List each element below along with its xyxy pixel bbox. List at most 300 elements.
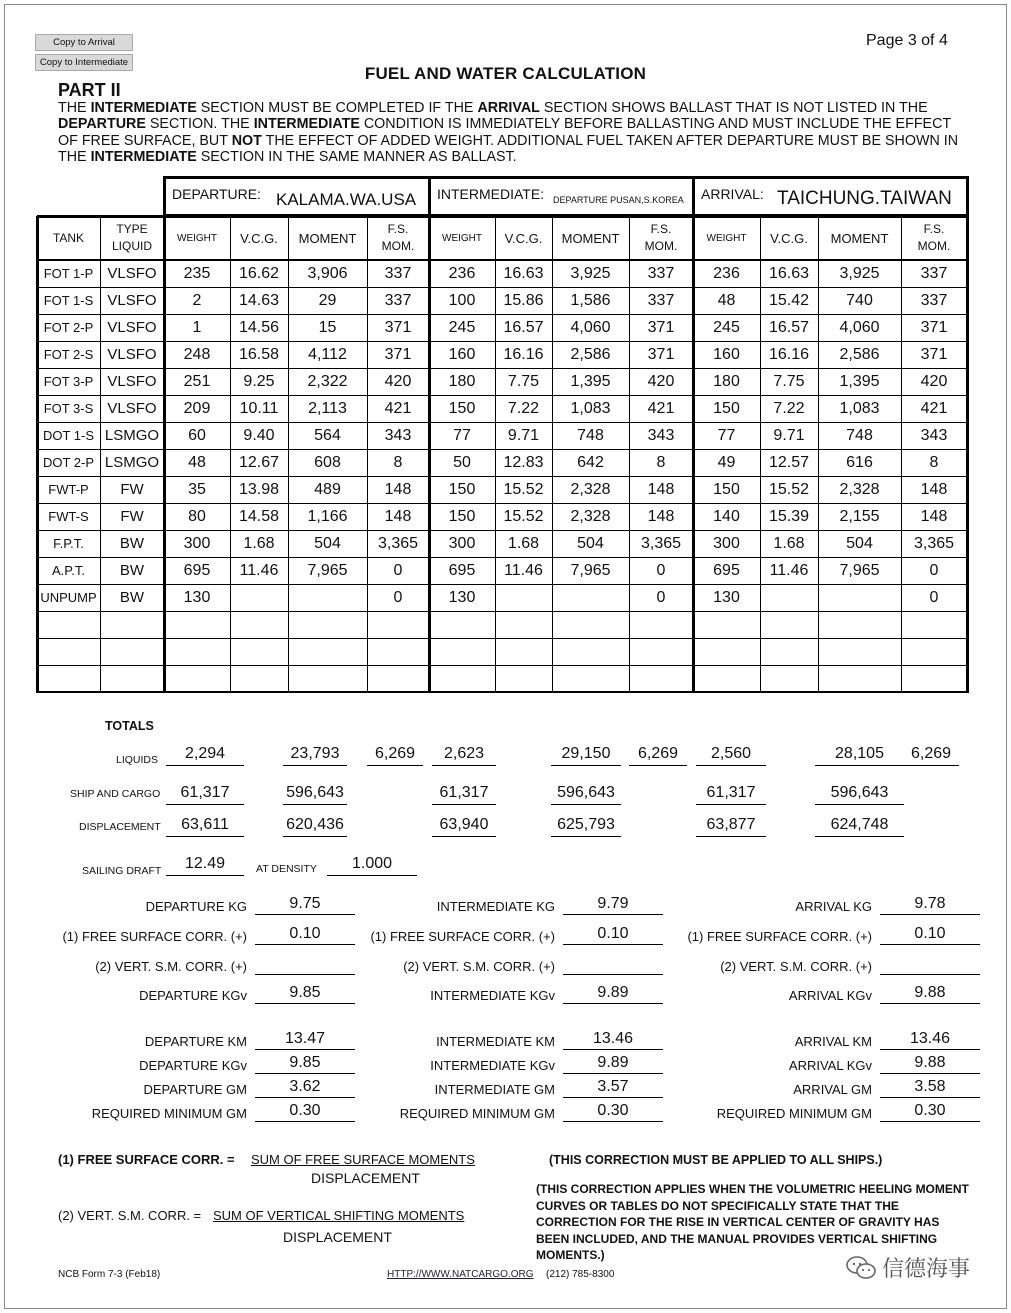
tank-name-cell[interactable]: FOT 1-P xyxy=(43,266,94,281)
arrival-weight-cell[interactable]: 160 xyxy=(713,345,740,363)
arrival-fs-moment-cell[interactable]: 420 xyxy=(920,372,948,390)
intermediate-kgv-value[interactable]: 9.89 xyxy=(563,983,663,1004)
arrival-vcg-cell[interactable] xyxy=(760,611,818,638)
intermediate-vcg-cell[interactable]: 16.63 xyxy=(503,264,544,282)
natcargo-link[interactable]: HTTP://WWW.NATCARGO.ORG xyxy=(387,1269,534,1280)
liquid-type-cell[interactable]: BW xyxy=(119,562,145,579)
liquid-type-cell[interactable]: FW xyxy=(120,481,144,498)
arrival-moment-cell[interactable]: 1,395 xyxy=(839,372,880,390)
arrival-moment-cell[interactable]: 616 xyxy=(846,453,873,471)
arrival-moment-cell[interactable] xyxy=(818,638,901,665)
arrival-vcg-cell[interactable]: 15.42 xyxy=(768,291,810,309)
tank-name-cell[interactable]: FOT 3-P xyxy=(43,374,94,389)
intermediate-moment-cell[interactable]: 2,328 xyxy=(570,507,611,525)
arrival-kgv-value[interactable]: 9.88 xyxy=(880,983,980,1004)
departure-fs-moment-cell[interactable]: 3,365 xyxy=(377,534,419,552)
arrival-ship-cargo-total[interactable]: 596,643 xyxy=(815,783,904,805)
departure-fs-value[interactable]: 0.10 xyxy=(255,924,355,945)
arrival-weight-cell[interactable]: 300 xyxy=(713,534,740,552)
intermediate-place[interactable]: DEPARTURE PUSAN,S.KOREA xyxy=(553,195,684,205)
arrival-moment-cell[interactable]: 748 xyxy=(846,426,873,444)
tank-name-cell[interactable]: UNPUMP xyxy=(40,590,97,605)
departure-weight-cell[interactable]: 251 xyxy=(183,372,211,390)
departure-fs-moment-cell[interactable] xyxy=(367,665,429,692)
arrival-place[interactable]: TAICHUNG.TAIWAN xyxy=(777,188,952,209)
departure-moment-cell[interactable] xyxy=(288,665,367,692)
departure-liquids-total[interactable]: 6,269 xyxy=(367,744,423,766)
liquid-type-cell[interactable]: VLSFO xyxy=(107,292,157,309)
intermediate-liquids-total[interactable]: 6,269 xyxy=(629,744,687,766)
tank-name-cell[interactable]: FOT 1-S xyxy=(43,293,94,308)
departure-weight-cell[interactable]: 235 xyxy=(183,264,211,282)
departure-vcg-cell[interactable]: 14.56 xyxy=(238,318,280,336)
arrival-weight-cell[interactable]: 140 xyxy=(713,507,740,525)
arrival-moment-cell[interactable] xyxy=(818,584,901,611)
intermediate-moment-cell[interactable]: 3,925 xyxy=(570,264,611,282)
departure-fs-moment-cell[interactable]: 0 xyxy=(393,588,403,606)
tank-name-cell[interactable]: FWT-S xyxy=(48,509,89,524)
intermediate-liquids-total[interactable]: 29,150 xyxy=(551,744,621,766)
departure-vcg-cell[interactable]: 9.25 xyxy=(243,372,275,390)
departure-ship-cargo-total[interactable]: 596,643 xyxy=(283,783,347,805)
arrival-weight-cell[interactable]: 130 xyxy=(713,588,740,606)
intermediate-weight-cell[interactable]: 77 xyxy=(453,426,471,444)
departure-vcg-cell[interactable]: 13.98 xyxy=(238,480,280,498)
departure-weight-cell[interactable]: 48 xyxy=(188,453,206,471)
arrival-kgv2-value[interactable]: 9.88 xyxy=(880,1053,980,1074)
departure-kgv-value[interactable]: 9.85 xyxy=(255,983,355,1004)
arrival-moment-cell[interactable]: 2,155 xyxy=(839,507,880,525)
departure-kgv2-value[interactable]: 9.85 xyxy=(255,1053,355,1074)
arrival-vcg-cell[interactable] xyxy=(760,584,818,611)
kgv-label-text: ARRIVAL KGv xyxy=(788,988,872,1003)
arrival-vcg-cell[interactable]: 15.52 xyxy=(768,480,810,498)
liquid-header-line: LIQUID xyxy=(111,239,152,253)
intermediate-moment-cell[interactable]: 2,328 xyxy=(570,480,611,498)
type-liquid-column-header xyxy=(100,216,164,260)
arrival-weight-cell[interactable]: 150 xyxy=(713,480,740,498)
arrival-vcg-cell[interactable]: 16.63 xyxy=(768,264,810,282)
arrival-vcg-cell[interactable]: 1.68 xyxy=(773,534,805,552)
fuel-water-table xyxy=(37,176,967,690)
arrival-kg-value[interactable]: 9.78 xyxy=(880,894,980,915)
density-value[interactable]: 1.000 xyxy=(327,854,417,876)
departure-moment-cell[interactable]: 3,906 xyxy=(307,264,348,282)
departure-fs-moment-cell[interactable]: 337 xyxy=(384,291,412,309)
departure-fs-moment-cell[interactable]: 421 xyxy=(384,399,412,417)
departure-moment-cell[interactable]: 4,112 xyxy=(308,345,347,363)
departure-vcg-cell[interactable] xyxy=(230,584,288,611)
departure-vcg-cell[interactable]: 12.67 xyxy=(238,453,280,471)
arrival-moment-cell[interactable]: 4,060 xyxy=(839,318,880,336)
intermediate-fs-moment-cell[interactable]: 343 xyxy=(647,426,675,444)
intermediate-fs-moment-cell[interactable]: 421 xyxy=(647,399,675,417)
departure-moment-cell[interactable]: 504 xyxy=(314,534,341,552)
intermediate-ship-cargo-total[interactable]: 61,317 xyxy=(432,783,496,805)
intermediate-weight-cell[interactable] xyxy=(429,665,495,692)
tank-column-header: TANK xyxy=(52,230,85,245)
departure-weight-cell[interactable]: 209 xyxy=(183,399,211,417)
departure-kg-value[interactable]: 9.75 xyxy=(255,894,355,915)
intermediate-fs-moment-cell[interactable] xyxy=(629,665,693,692)
departure-moment-cell[interactable] xyxy=(288,611,367,638)
arrival-displacement-total[interactable]: 624,748 xyxy=(815,815,904,837)
arrival-moment-cell[interactable]: 504 xyxy=(846,534,873,552)
liquid-type-cell[interactable]: LSMGO xyxy=(104,454,160,471)
tank-name-cell[interactable]: FOT 2-S xyxy=(43,347,94,362)
intermediate-displacement-total[interactable]: 625,793 xyxy=(551,815,621,837)
intermediate-moment-cell[interactable]: 1,083 xyxy=(570,399,611,417)
departure-fs-moment-cell[interactable] xyxy=(367,638,429,665)
arrival-moment-cell[interactable] xyxy=(818,611,901,638)
intermediate-vcg-cell[interactable]: 7.75 xyxy=(507,372,540,390)
departure-moment-cell[interactable]: 1,166 xyxy=(307,507,348,525)
intermediate-displacement-total[interactable]: 63,940 xyxy=(432,815,496,837)
departure-vcg-cell[interactable] xyxy=(230,665,288,692)
intermediate-moment-cell[interactable] xyxy=(552,638,629,665)
intermediate-req-value[interactable]: 0.30 xyxy=(563,1101,663,1122)
intermediate-vcg-cell[interactable]: 11.46 xyxy=(504,561,543,579)
intermediate-weight-cell[interactable]: 50 xyxy=(453,453,471,471)
intermediate-vcg-cell[interactable]: 16.16 xyxy=(503,345,544,363)
departure-fs-moment-cell[interactable]: 148 xyxy=(384,507,412,525)
arrival-vcg-cell[interactable]: 7.75 xyxy=(773,372,805,390)
intermediate-fs-moment-cell[interactable]: 3,365 xyxy=(640,534,682,552)
intermediate-header xyxy=(429,176,693,216)
departure-fs-moment-cell[interactable]: 371 xyxy=(384,318,412,336)
departure-vcg-cell[interactable]: 14.63 xyxy=(238,291,280,309)
departure-ship-cargo-total[interactable]: 61,317 xyxy=(166,783,244,805)
intermediate-weight-cell[interactable]: 100 xyxy=(448,291,476,309)
arrival-vcg-cell[interactable]: 9.71 xyxy=(773,426,805,444)
departure-liquids-total[interactable]: 2,294 xyxy=(166,744,244,766)
departure-displacement-total[interactable]: 620,436 xyxy=(283,815,347,837)
intermediate-kgv2-value[interactable]: 9.89 xyxy=(563,1053,663,1074)
arrival-weight-cell[interactable]: 245 xyxy=(713,318,740,336)
tank-name-cell[interactable]: DOT 2-P xyxy=(42,455,95,470)
arrival-displacement-total[interactable]: 63,877 xyxy=(696,815,766,837)
tank-name-cell[interactable]: FOT 2-P xyxy=(43,320,94,335)
arrival-fs-moment-cell[interactable]: 337 xyxy=(920,291,948,309)
intermediate-fs-moment-cell[interactable]: 8 xyxy=(656,453,666,471)
instruction-segment: NOT xyxy=(231,132,262,149)
arrival-moment-cell[interactable]: 3,925 xyxy=(839,264,880,282)
liquid-type-cell[interactable]: LSMGO xyxy=(104,427,160,444)
arrival-moment-cell[interactable]: 2,328 xyxy=(839,480,880,498)
intermediate-fs-moment-cell[interactable]: 337 xyxy=(647,264,675,282)
intermediate-moment-cell[interactable]: 748 xyxy=(577,426,604,444)
arrival-vcg-cell[interactable]: 16.16 xyxy=(768,345,810,363)
intermediate-fs-moment-cell[interactable]: 0 xyxy=(656,561,666,579)
intermediate-vcg-cell[interactable]: 15.86 xyxy=(503,291,544,309)
intermediate-moment-cell[interactable]: 1,586 xyxy=(570,291,611,309)
arrival-weight-cell[interactable]: 180 xyxy=(713,372,740,390)
liquid-type-cell[interactable]: VLSFO xyxy=(107,319,157,336)
arrival-gm-value[interactable]: 3.58 xyxy=(880,1077,980,1098)
departure-fs-moment-cell[interactable]: 148 xyxy=(384,480,412,498)
departure-vcg-cell[interactable]: 16.62 xyxy=(238,264,280,282)
liquid-type-cell[interactable]: FW xyxy=(120,508,144,525)
arrival-liquids-total[interactable]: 28,105 xyxy=(815,744,904,766)
departure-weight-cell[interactable] xyxy=(164,665,230,692)
instruction-segment: INTERMEDIATE xyxy=(90,149,197,166)
arrival-gm-label: ARRIVAL GM xyxy=(793,1082,872,1097)
intermediate-weight-cell[interactable] xyxy=(429,611,495,638)
intermediate-vcg-cell[interactable]: 15.52 xyxy=(503,480,544,498)
intermediate-weight-cell[interactable] xyxy=(429,638,495,665)
intermediate-fs-moment-cell[interactable] xyxy=(629,611,693,638)
departure-vcg-cell[interactable]: 9.40 xyxy=(243,426,275,444)
tank-name-cell[interactable] xyxy=(37,638,100,665)
arrival-weight-cell[interactable] xyxy=(693,665,760,692)
arrival-fs-moment-cell[interactable] xyxy=(901,665,967,692)
intermediate-moment-cell[interactable]: 504 xyxy=(577,534,604,552)
arrival-fs-moment-cell[interactable]: 0 xyxy=(929,561,939,579)
departure-moment-cell[interactable]: 2,113 xyxy=(308,399,347,417)
intermediate-moment-cell[interactable] xyxy=(552,665,629,692)
departure-fs-moment-cell[interactable]: 371 xyxy=(384,345,412,363)
departure-weight-cell[interactable]: 695 xyxy=(183,561,211,579)
intermediate-weight-cell[interactable]: 245 xyxy=(448,318,476,336)
row-divider xyxy=(37,449,967,450)
intermediate-vcg-cell[interactable]: 7.22 xyxy=(507,399,540,417)
arrival-vcg-cell[interactable]: 15.39 xyxy=(768,507,810,525)
departure-fs-moment-cell[interactable]: 337 xyxy=(384,264,412,282)
liquid-type-cell[interactable]: VLSFO xyxy=(107,346,157,363)
departure-moment-cell[interactable]: 608 xyxy=(314,453,341,471)
departure-weight-cell[interactable]: 300 xyxy=(183,534,211,552)
liquid-type-cell[interactable]: VLSFO xyxy=(107,400,157,417)
arrival-weight-cell[interactable]: 49 xyxy=(717,453,736,471)
intermediate-gm-value[interactable]: 3.57 xyxy=(563,1077,663,1098)
arrival-weight-cell[interactable] xyxy=(693,611,760,638)
intermediate-liquids-total[interactable]: 2,623 xyxy=(432,744,496,766)
copy-to-arrival-button[interactable]: Copy to Arrival xyxy=(35,34,133,51)
arrival-vcg-cell[interactable]: 12.57 xyxy=(768,453,810,471)
tank-name-cell[interactable]: F.P.T. xyxy=(53,536,84,551)
intermediate-vcg-cell[interactable] xyxy=(495,665,552,692)
departure-moment-cell[interactable]: 564 xyxy=(314,426,341,444)
liquid-type-cell[interactable] xyxy=(100,665,164,692)
column-header-text: MOMENT xyxy=(298,230,357,246)
intermediate-moment-cell[interactable] xyxy=(552,584,629,611)
row-divider xyxy=(37,638,967,639)
departure-vcg-cell[interactable]: 1.68 xyxy=(243,534,275,552)
intermediate-fs-value[interactable]: 0.10 xyxy=(563,924,663,945)
arrival-fs-moment-cell[interactable]: 337 xyxy=(920,264,948,282)
arrival-fs-moment-cell[interactable] xyxy=(901,638,967,665)
fs-formula-prefix: (1) FREE SURFACE CORR. = xyxy=(58,1152,235,1167)
departure-moment-cell[interactable]: 15 xyxy=(318,318,337,336)
departure-km-label: DEPARTURE KM xyxy=(144,1034,247,1049)
arrival-km-value[interactable]: 13.46 xyxy=(880,1029,980,1050)
tank-name-cell[interactable] xyxy=(37,665,100,692)
departure-km-value[interactable]: 13.47 xyxy=(255,1029,355,1050)
intermediate-fs-moment-cell[interactable]: 337 xyxy=(647,291,675,309)
liquid-type-cell[interactable]: VLSFO xyxy=(107,373,157,390)
intermediate-km-value[interactable]: 13.46 xyxy=(563,1029,663,1050)
arrival-weight-cell[interactable]: 48 xyxy=(717,291,736,309)
intermediate-fs-moment-cell[interactable]: 420 xyxy=(647,372,675,390)
intermediate-fs-moment-cell[interactable]: 371 xyxy=(647,318,675,336)
departure-vcg-cell[interactable] xyxy=(230,611,288,638)
intermediate-moment-cell[interactable]: 1,395 xyxy=(570,372,611,390)
intermediate-fs-moment-cell[interactable]: 371 xyxy=(647,345,675,363)
arrival-vcg-cell[interactable] xyxy=(760,665,818,692)
arrival-fs-moment-cell[interactable]: 148 xyxy=(920,507,948,525)
departure-place[interactable]: KALAMA.WA.USA xyxy=(276,190,417,209)
arrival-fs-moment-cell[interactable]: 3,365 xyxy=(913,534,955,552)
departure-kg-label: DEPARTURE KG xyxy=(145,899,247,914)
departure-moment-cell[interactable]: 489 xyxy=(314,480,341,498)
intermediate-weight-cell[interactable]: 160 xyxy=(448,345,476,363)
intermediate-moment-cell[interactable]: 642 xyxy=(577,453,604,471)
arrival-moment-cell[interactable]: 2,586 xyxy=(839,345,880,363)
arrival-liquids-total[interactable]: 6,269 xyxy=(903,744,959,766)
arrival-fs-moment-cell[interactable]: 148 xyxy=(920,480,948,498)
intermediate-vcg-cell[interactable]: 16.57 xyxy=(503,318,544,336)
intermediate-vcg-cell[interactable]: 15.52 xyxy=(503,507,544,525)
tank-name-cell[interactable]: FWT-P xyxy=(48,482,89,497)
arrival-weight-cell[interactable]: 236 xyxy=(713,264,740,282)
departure-fs-moment-cell[interactable] xyxy=(367,611,429,638)
departure-fs-moment-cell[interactable]: 420 xyxy=(384,372,412,390)
departure-vcg-cell[interactable]: 10.11 xyxy=(239,399,279,417)
row-divider xyxy=(37,341,967,342)
intermediate-weight-cell[interactable]: 150 xyxy=(448,399,476,417)
liquid-type-cell[interactable]: BW xyxy=(119,589,145,606)
intermediate-fs-moment-cell[interactable]: 148 xyxy=(647,507,675,525)
column-divider xyxy=(692,176,695,693)
intermediate-label: INTERMEDIATE: xyxy=(437,186,545,202)
intermediate-vcg-cell[interactable]: 1.68 xyxy=(507,534,540,552)
tank-name-cell[interactable]: DOT 1-S xyxy=(42,428,95,443)
departure-weight-cell[interactable]: 60 xyxy=(188,426,206,444)
intermediate-vcg-cell[interactable] xyxy=(495,611,552,638)
departure-moment-cell[interactable]: 7,965 xyxy=(307,561,348,579)
departure-moment-cell[interactable]: 29 xyxy=(318,291,337,309)
liquid-type-cell[interactable] xyxy=(100,611,164,638)
departure-weight-cell[interactable]: 80 xyxy=(188,507,206,525)
departure-moment-cell[interactable] xyxy=(288,584,367,611)
arrival-req-value[interactable]: 0.30 xyxy=(880,1101,980,1122)
departure-vcg-cell[interactable]: 14.58 xyxy=(238,507,280,525)
departure-weight-cell[interactable] xyxy=(164,638,230,665)
arrival-ship-cargo-total[interactable]: 61,317 xyxy=(696,783,766,805)
arrival-moment-cell[interactable]: 740 xyxy=(846,291,873,309)
fs-formula-denominator: DISPLACEMENT xyxy=(311,1170,420,1186)
arrival-vcg-cell[interactable]: 11.46 xyxy=(769,561,809,579)
column-divider xyxy=(163,176,166,693)
intermediate-weight-cell[interactable]: 236 xyxy=(448,264,476,282)
sailing-draft-value[interactable]: 12.49 xyxy=(166,854,244,876)
liquid-type-cell[interactable]: VLSFO xyxy=(107,265,157,282)
departure-fs-moment-cell[interactable]: 343 xyxy=(384,426,412,444)
arrival-weight-cell[interactable]: 695 xyxy=(713,561,740,579)
intermediate-ship-cargo-total[interactable]: 596,643 xyxy=(551,783,621,805)
intermediate-weight-cell[interactable]: 180 xyxy=(448,372,476,390)
intermediate-weight-cell[interactable]: 300 xyxy=(448,534,476,552)
intermediate-moment-cell[interactable]: 2,586 xyxy=(570,345,611,363)
departure-liquids-total[interactable]: 23,793 xyxy=(283,744,347,766)
tank-name-cell[interactable]: A.P.T. xyxy=(51,563,85,578)
arrival-weight-cell[interactable] xyxy=(693,638,760,665)
arrival-moment-cell[interactable]: 1,083 xyxy=(839,399,880,417)
arrival-fs-moment-cell[interactable] xyxy=(901,611,967,638)
arrival-fs-moment-cell[interactable]: 371 xyxy=(920,318,948,336)
departure-weight-cell[interactable] xyxy=(164,611,230,638)
departure-gm-value[interactable]: 3.62 xyxy=(255,1077,355,1098)
departure-weight-cell[interactable]: 1 xyxy=(192,318,202,336)
tank-name-cell[interactable] xyxy=(37,611,100,638)
departure-moment-cell[interactable] xyxy=(288,638,367,665)
intermediate-vcg-cell[interactable]: 9.71 xyxy=(507,426,540,444)
intermediate-kg-value[interactable]: 9.79 xyxy=(563,894,663,915)
arrival-weight-cell[interactable]: 77 xyxy=(717,426,736,444)
departure-weight-cell[interactable]: 35 xyxy=(188,480,206,498)
arrival-moment-cell[interactable] xyxy=(818,665,901,692)
departure-moment-cell[interactable]: 2,322 xyxy=(307,372,348,390)
arrival-fs-moment-cell[interactable]: 8 xyxy=(929,453,939,471)
departure-fs-moment-cell[interactable]: 8 xyxy=(393,453,403,471)
intermediate-weight-cell[interactable]: 130 xyxy=(448,588,476,606)
arrival-vcg-cell[interactable] xyxy=(760,638,818,665)
intermediate-moment-cell[interactable]: 4,060 xyxy=(570,318,611,336)
arrival-vsm-value[interactable] xyxy=(880,954,980,975)
copy-to-intermediate-button[interactable]: Copy to Intermediate xyxy=(35,54,133,71)
intermediate-fs-moment-cell[interactable]: 148 xyxy=(647,480,675,498)
arrival-fs-value[interactable]: 0.10 xyxy=(880,924,980,945)
liquid-type-cell[interactable] xyxy=(100,638,164,665)
tank-name-cell[interactable]: FOT 3-S xyxy=(43,401,94,416)
arrival-liquids-total[interactable]: 2,560 xyxy=(696,744,766,766)
liquid-type-cell[interactable]: BW xyxy=(119,535,145,552)
intermediate-fs-moment-cell[interactable]: 0 xyxy=(656,588,666,606)
intermediate-vcg-cell[interactable] xyxy=(495,638,552,665)
departure-weight-cell[interactable]: 2 xyxy=(192,291,202,309)
departure-weight-cell[interactable]: 130 xyxy=(183,588,211,606)
arrival-vcg-cell[interactable]: 7.22 xyxy=(773,399,805,417)
departure-vcg-cell[interactable] xyxy=(230,638,288,665)
intermediate-weight-cell[interactable]: 150 xyxy=(448,507,476,525)
arrival-weight-cell[interactable]: 150 xyxy=(713,399,740,417)
intermediate-moment-cell[interactable]: 7,965 xyxy=(570,561,611,579)
intermediate-weight-cell[interactable]: 695 xyxy=(448,561,476,579)
phone-number: (212) 785-8300 xyxy=(546,1269,615,1280)
arrival-moment-cell[interactable]: 7,965 xyxy=(839,561,880,579)
arrival-fs-moment-cell[interactable]: 421 xyxy=(920,399,948,417)
departure-vcg-cell[interactable]: 16.58 xyxy=(238,345,280,363)
intermediate-fs-moment-cell[interactable] xyxy=(629,638,693,665)
column-header-text: MOM. xyxy=(917,239,951,253)
intermediate-vcg-cell[interactable]: 12.83 xyxy=(503,453,544,471)
arrival-vcg-cell[interactable]: 16.57 xyxy=(768,318,810,336)
departure-req-value[interactable]: 0.30 xyxy=(255,1101,355,1122)
departure-fs-moment-cell[interactable]: 0 xyxy=(393,561,403,579)
intermediate-col-moment xyxy=(552,216,629,260)
intermediate-vcg-cell[interactable] xyxy=(495,584,552,611)
arrival-fs-moment-cell[interactable]: 343 xyxy=(920,426,948,444)
intermediate-moment-cell[interactable] xyxy=(552,611,629,638)
arrival-fs-moment-cell[interactable]: 371 xyxy=(920,345,948,363)
intermediate-weight-cell[interactable]: 150 xyxy=(448,480,476,498)
arrival-fs-moment-cell[interactable]: 0 xyxy=(929,588,939,606)
departure-weight-cell[interactable]: 248 xyxy=(183,345,211,363)
departure-displacement-total[interactable]: 63,611 xyxy=(166,815,244,837)
departure-vsm-value[interactable] xyxy=(255,954,355,975)
departure-vcg-cell[interactable]: 11.46 xyxy=(239,561,279,579)
intermediate-vsm-value[interactable] xyxy=(563,954,663,975)
